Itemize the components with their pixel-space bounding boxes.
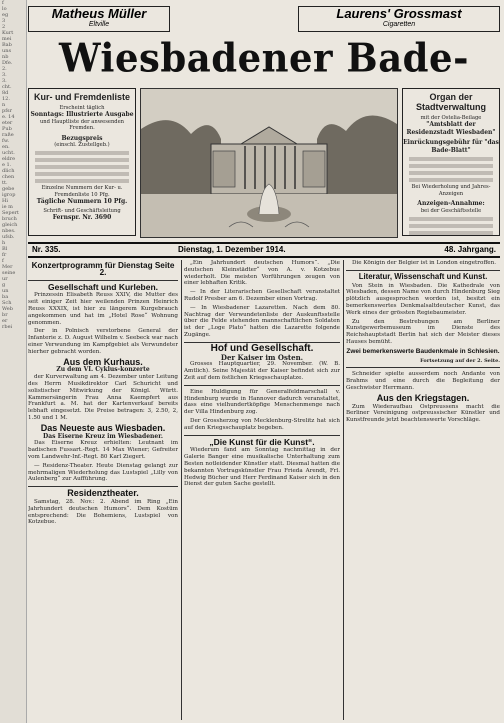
issue-number: Nr. 335. [32, 245, 61, 254]
advert-left-subtitle: Eltville [88, 21, 110, 28]
paragraph: Zu den Bestrebungen am Berliner Kunstgewerbemuseum im Dienste des Reichshauptstadt Berlin hat sich der Meister dieses Hauses bemüht. [346, 318, 500, 345]
margin-fragment: eldre [2, 156, 16, 162]
kur-box-line: Tägliche Nummern 10 Pfg. [36, 198, 128, 206]
margin-fragment: fw. [2, 138, 10, 144]
margin-fragment: 3 [2, 18, 6, 24]
organ-box-title: Organ der Stadtverwaltung [415, 92, 486, 112]
paragraph: — Residenz-Theater. Heute Dienstag gelangt zur mehrmaligen Wiederholung das Lustspiel „Lilly von Aulenberg“ zur Aufführung. [28, 462, 178, 483]
heading-gesellschaft: Gesellschaft und Kurleben. [47, 281, 159, 292]
continuation-note: Fortsetzung auf der 2. Seite. [420, 357, 500, 364]
newspaper-front-page [28, 4, 500, 720]
paragraph: Das Eiserne Kreuz erhielten: Leutnant im badischen Fussart.-Regt. 14 Max Wiener; Gefreiter vom Landwehr-Inf.-Regt. 80 Karl Ziegert. [28, 440, 178, 460]
margin-fragment: n [2, 102, 6, 108]
margin-fragment: Sch [2, 300, 12, 306]
margin-fragment: gleich [2, 222, 18, 228]
kurhaus-illustration [140, 88, 398, 238]
margin-fragment: ufsb. [2, 234, 15, 240]
kur-box-line: Erscheint täglich [59, 105, 105, 111]
header-row [28, 88, 500, 238]
divider [346, 367, 500, 368]
margin-fragment: br [2, 312, 8, 318]
paragraph: Prinzessin Elisabeth Reuss XXIV, die Mutter des seit einiger Zeit hier weilenden Prinzen Heinrich Reuss XXXIX, ist hier zu längerem Kurgebrauch angekommen und hat im „Hotel Rose“ Wohnung genommen. [28, 292, 178, 326]
margin-fragment: 2. [2, 66, 7, 72]
organ-stadtverwaltung-box [402, 88, 500, 236]
margin-fragment: cht. [2, 84, 12, 90]
advert-left-title: Matheus Müller [51, 6, 147, 21]
advert-laurens-grossmast [298, 6, 500, 32]
margin-fragment: igrop [2, 192, 16, 198]
advert-matheus-mueller [28, 6, 170, 32]
paragraph: Samstag, 28. Nov.: 2. Abend im Ring „Ein Jahrhundert deutschen Humors“. Dem Kostüm entsprechend: Die Bohemiens, Lustspiel von Kotzebue. [28, 498, 178, 526]
margin-fragment: 3. [2, 78, 7, 84]
heading-literatur: Literatur, Wissenschaft und Kunst. [358, 271, 488, 281]
kur-box-line: (einschl. Zustellgeb.) [54, 142, 110, 149]
margin-fragment: Web [2, 306, 13, 312]
heading-residenztheater: Residenztheater. [67, 488, 139, 499]
column-3 [346, 260, 500, 720]
paragraph: der Kurverwaltung am 4. Dezember unter Leitung des Herrn Musikdirektor Carl Schuricht und solistischer Mitwirkung der Königl. Württ. Kammersängerin Frau Anna Kaempfert aus Frankfurt a. M. hat der Kartenverkauf bereits lebhaft eingesetzt. Die Preise betragen: 3, 2.50, 2, 1.50 und 1 M. [28, 374, 178, 421]
margin-fragment: f [2, 258, 4, 264]
heading-aus-dem-kurhaus: Aus dem Kurhaus. [63, 356, 143, 367]
organ-box-line: Einrückungsgebühr für "das Bade-Blatt" [403, 139, 499, 154]
margin-fragment: Bab [2, 42, 12, 48]
organ-box-line: Anzeigen-Annahme: [417, 200, 485, 208]
margin-fragment: er [2, 318, 8, 324]
margin-fragment: eter [2, 120, 13, 126]
margin-fragment: tt. [2, 180, 8, 186]
divider [346, 270, 500, 271]
paragraph: Die Königin der Belgier ist in London eingetroffen. [352, 260, 497, 266]
margin-fragment: e 1. [2, 162, 12, 168]
left-page-margin-strip [0, 0, 27, 723]
divider [184, 385, 340, 386]
margin-fragment: 12. [2, 96, 10, 102]
margin-fragment: Hi [2, 198, 8, 204]
margin-fragment: mei [2, 36, 12, 42]
margin-fragment: gebe [2, 186, 15, 192]
article-columns [28, 260, 500, 720]
paragraph: Zum Wiederaufbau Ostpreussens macht die Berliner Vereinigung ostpreussischer Künstler und Kunstfreunde jetzt beachtenswerte Vorschläge. [346, 403, 500, 424]
divider [184, 435, 340, 436]
top-advert-bar [28, 4, 500, 32]
paragraph: — In Wiesbadener Lazaretten. Nach dem 80. Nachtrag der Verwundetenliste der Auskunftsstelle über die Felde stehenden mannschaftlichen Soldaten ist der „Loge Plato“ hatten die Lazarette folgende Zugänge. [184, 304, 340, 338]
margin-fragment: nb [2, 54, 9, 60]
paragraph: Grosses Hauptquartier, 29. November. (W. B. Amtlich). Seine Majestät der Kaiser befindet sich zur Zeit auf dem östlichen Kriegsschauplatze. [184, 361, 340, 381]
organ-box-line: bei der Geschäftsstelle [420, 207, 482, 214]
organ-box-line: "Amtsblatt der Residenzstadt Wiesbaden" [406, 121, 496, 136]
margin-fragment: bruch [2, 216, 17, 222]
margin-fragment: ba [2, 294, 9, 300]
margin-fragment: ucht. [2, 150, 15, 156]
kur-box-title: Kur- und Fremdenliste [33, 92, 130, 102]
dateline [28, 242, 500, 258]
column-1 [28, 260, 178, 720]
divider [28, 486, 178, 487]
kur-box-line: Schrift- und Geschäftsleitung [43, 207, 121, 214]
margin-fragment: Mer [2, 264, 13, 270]
margin-fragment: 3. [2, 72, 7, 78]
paragraph: „Ein Jahrhundert deutschen Humors“. „Die deutschen Kleinstädter“ von A. v. Kotzebue wiederholt. Die meisten Vorführungen zeugen von einer lebhaften Kritik. [184, 260, 340, 287]
heading-die-kunst: „Die Kunst für die Kunst“. [209, 436, 315, 447]
margin-fragment: h [2, 240, 6, 246]
paragraph: Schneider spielte ausserdem noch Andante von Brahms und eine durch die Begleitung der Geschwister Herrmann. [346, 371, 500, 391]
margin-fragment: 8d [2, 90, 9, 96]
margin-fragment: uns [2, 48, 12, 54]
issue-volume: 48. Jahrgang. [444, 245, 496, 254]
issue-date: Dienstag, 1. Dezember 1914. [178, 245, 286, 254]
newspaper-title: Wiesbadener Bade- [59, 34, 469, 81]
margin-fragment: Dfe. [2, 60, 13, 66]
kur-box-line: Einzelne Nummern der Kur- u. Fremdenliste 10 Pfg. [41, 185, 123, 198]
margin-fragment: lo [2, 6, 7, 12]
margin-fragment: dlich [2, 168, 15, 174]
paragraph: Der in Polnisch verstorbene General der Infanterie z. D. August Wilhelm v. Seebeck war nach einer Verwundung im Kampfgebiet als Verwundeter hierher gebracht worden. [28, 328, 178, 355]
margin-fragment: g [2, 282, 6, 288]
margin-fragment: Sepert [2, 210, 19, 216]
heading-aus-den-kriegstagen: Aus den Kriegstagen. [376, 392, 470, 403]
column-rule [181, 260, 182, 720]
margin-fragment: pfsr [2, 108, 13, 114]
advert-right-title: Laurens' Grossmast [336, 6, 462, 21]
margin-fragment: e. 14 [2, 114, 15, 120]
margin-fragment: seine [2, 270, 16, 276]
rate-text-lines [403, 157, 499, 181]
margin-fragment: ie m [2, 204, 13, 210]
paragraph: Wiederum fand am Sonntag nachmittag in der Galerie Banger eine musikalische Unterhaltung zum Besten notleidender Künstler statt. Diesmal hatten die bekannten Vortragskünstler Frau Frieda Arendt, Frl. Hedwig Bücher und Herr Ferdinand Kaiser sich in den Dienst der guten Sache gestellt. [184, 447, 340, 488]
kur-box-line: Sonntags: Illustrierte Ausgabe [30, 111, 134, 119]
margin-fragment: en. [2, 144, 10, 150]
margin-fragment: fr [2, 252, 7, 258]
margin-fragment: Kurt [2, 30, 14, 36]
divider [28, 280, 178, 281]
kurhaus-engraving-image [141, 89, 397, 237]
column-2 [184, 260, 340, 720]
masthead [28, 34, 500, 84]
margin-fragment: raße [2, 132, 14, 138]
heading-konzertprogramm: Konzertprogramm für Dienstag Seite 2. [31, 261, 175, 277]
kur-box-line: und Hauptliste der anwesenden Fremden. [39, 118, 125, 132]
organ-box-line: Bei Wiederholung und Jahres-Anzeigen [411, 184, 491, 197]
heading-das-neueste: Das Neueste aus Wiesbaden. [40, 422, 166, 433]
heading-hof-und-gesellschaft: Hof und Gesellschaft. [210, 342, 314, 354]
paragraph: — In der Literarischen Gesellschaft veranstaltet Rudolf Presber am 6. Dezember einen Vortrag. [184, 289, 340, 302]
margin-fragment: ur [2, 276, 8, 282]
margin-fragment: 2 [2, 24, 6, 30]
margin-fragment: Bl [2, 246, 8, 252]
annahme-text-lines [403, 217, 499, 235]
kur-box-line: Bezugspreis [61, 134, 103, 142]
advert-right-subtitle: Cigaretten [382, 21, 416, 28]
kur-box-line: Fernspr. Nr. 3690 [52, 214, 112, 222]
margin-fragment: chen [2, 174, 15, 180]
subheading: Zu dem VI. Cyklus-konzerte [56, 366, 150, 374]
subheading: Der Kaiser im Osten. [220, 352, 304, 362]
margin-fragment: rbei [2, 324, 13, 330]
margin-fragment: Pub [2, 126, 12, 132]
kur-fremdenliste-box [28, 88, 136, 236]
margin-fragment: f [2, 0, 4, 6]
organ-box-line: mit der Ostelia-Beilage [420, 115, 482, 121]
margin-fragment: eg [2, 12, 9, 18]
column-rule [343, 260, 344, 720]
subheading: Das Eiserne Kreuz im Wiesbadener. [43, 432, 163, 440]
heading-baudenkmale: Zwei bemerkenswerte Baudenkmale in Schlesien. [346, 347, 500, 355]
paragraph: Der Grossherzog von Mecklenburg-Strelitz hat sich auf den Kriegsschauplatz begeben. [184, 417, 340, 431]
paragraph: Eine Huldigung für Generalfeldmarschall v. Hindenburg wurde in Hannover dadurch veranstaltet, dass eine vielhundertköpfige Menschenmenge nach der Villa Hindenburg zog. [184, 388, 340, 416]
margin-fragment: un [2, 288, 9, 294]
price-table-lines [29, 151, 135, 182]
paragraph: Von Stein in Wiesbaden. Die Kathedrale von Wiesbaden, dessen Name von durch Hindenburg Sieg plötzlich ausgesprochen worden ist, besitzt ein bemerkenswertes Denkmalsaltdeutscher Kunst, das Werk eines der grössten Regiebaumeister. [346, 282, 500, 316]
margin-fragment: nbes. [2, 228, 16, 234]
